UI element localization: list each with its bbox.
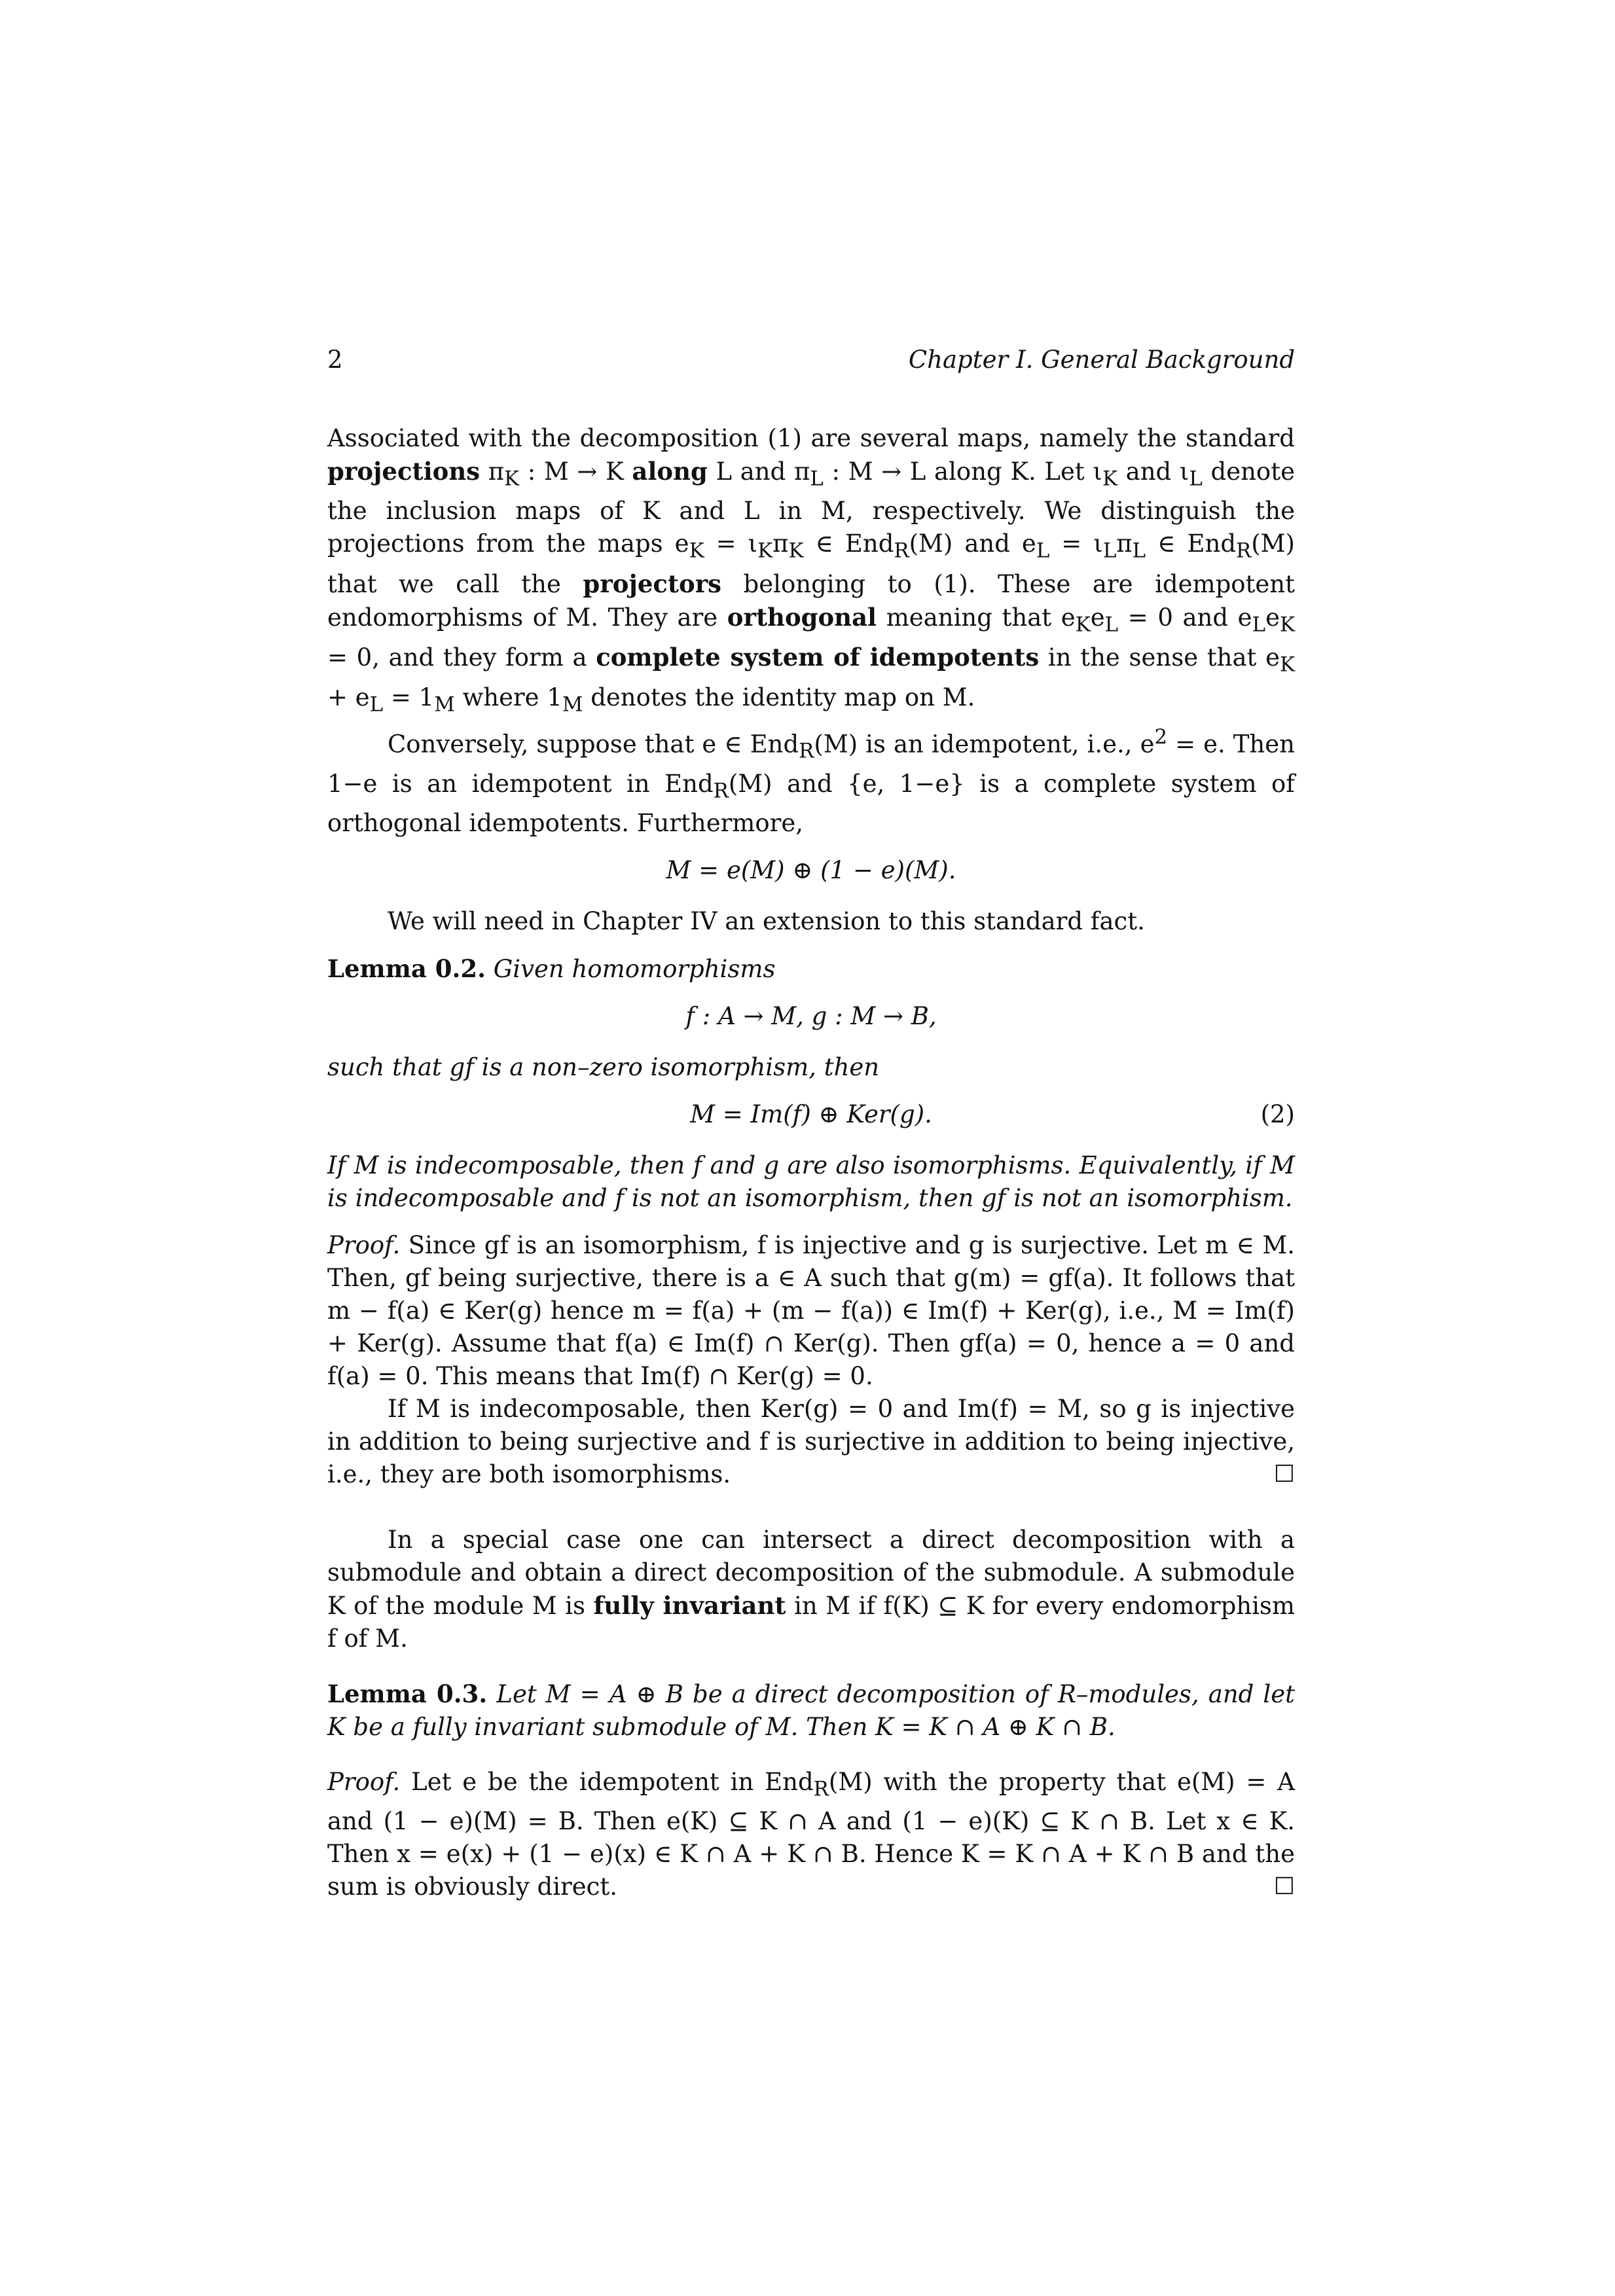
- text-run: in M if f(K) ⊆ K for every endomorphism f of M.: [327, 1592, 1295, 1653]
- lemma-statement: If M is indecomposable, then f and g are also isomorphisms. Equivalently, if M is indecomposable and f is not an isomorphism, then gf is not an isomorphism.: [327, 1151, 1295, 1213]
- paragraph-conversely: [327, 721, 1295, 840]
- text-run: π: [1116, 529, 1133, 558]
- running-head: Chapter I. General Background: [908, 346, 1295, 374]
- text-run: e: [1090, 603, 1105, 632]
- text-run: (M) and {e, 1−e} is a complete system of orthogonal idempotents. Furthermore,: [327, 769, 1295, 838]
- text-run: = e. Then 1−e is an idempotent in End: [327, 730, 1295, 798]
- page-header: [327, 346, 1295, 385]
- text-run: π: [772, 529, 789, 558]
- equation-number: (2): [1260, 1100, 1295, 1129]
- term-along: along: [632, 457, 708, 486]
- subscript: L: [1104, 613, 1119, 637]
- subscript: R: [894, 539, 909, 563]
- lemma-0-2: [327, 952, 1295, 986]
- proof-text: If M is indecomposable, then Ker(g) = 0 and Im(f) = M, so g is injective in addition to being surjective and f is surjective in addition to being injective, i.e., they are both isomorphisms.: [327, 1395, 1295, 1489]
- text-run: π: [480, 457, 505, 486]
- lemma-continuation: such that gf is a non–zero isomorphism, then: [327, 1053, 880, 1082]
- term-projections: projections: [327, 457, 481, 486]
- display-homomorphisms: f : A → M, g : M → B,: [685, 1002, 937, 1031]
- subscript: K: [1075, 613, 1091, 637]
- text-run: meaning that e: [877, 603, 1076, 632]
- text-run: = ι: [1049, 529, 1103, 558]
- text-run: in the sense that e: [1039, 643, 1280, 672]
- text-run: belonging to (1). These are idempotent endomorphisms of M. They are: [327, 569, 1296, 632]
- text-run: (M) that we call the: [327, 529, 1295, 598]
- proof-heading: Proof.: [327, 1231, 401, 1260]
- page-number: 2: [327, 346, 343, 374]
- text-run: = 0, and they form a: [327, 643, 596, 672]
- text-run: L and π: [707, 457, 810, 486]
- subscript: K: [757, 539, 773, 563]
- qed-square-icon: ☐: [1273, 1873, 1295, 1901]
- paragraph-extension: We will need in Chapter IV an extension to this standard fact.: [388, 907, 1145, 936]
- equation-decomposition: M = e(M) ⊕ (1 − e)(M).: [666, 856, 956, 885]
- proof-lemma-0-3: [327, 1766, 1295, 1903]
- subscript: L: [1132, 539, 1146, 563]
- text-run: e: [1265, 603, 1280, 632]
- lemma-statement: Let M = A ⊕ B be a direct decomposition of R–modules, and let K be a fully invariant submodule of M. Then K = K ∩ A ⊕ K ∩ B.: [327, 1680, 1296, 1742]
- text-run: Associated with the decomposition (1) are several maps, namely the standard: [327, 424, 1295, 452]
- equation-body: M = Im(f) ⊕ Ker(g).: [690, 1100, 932, 1129]
- lemma-intro: Given homomorphisms: [493, 955, 776, 984]
- superscript: 2: [1154, 725, 1168, 749]
- subscript: L: [1252, 613, 1266, 637]
- text-run: ∈ End: [803, 529, 894, 558]
- proof-paragraph: [327, 1393, 1295, 1491]
- text-run: (M) and e: [909, 529, 1036, 558]
- subscript: R: [1236, 539, 1252, 563]
- qed-square-icon: ☐: [1273, 1461, 1295, 1488]
- lemma-0-3: [327, 1677, 1295, 1744]
- proof-heading: Proof.: [327, 1768, 401, 1797]
- equation-2: [327, 1098, 1295, 1131]
- page-body: [327, 422, 1295, 1903]
- text-run: ∈ End: [1146, 529, 1237, 558]
- subscript: K: [1102, 467, 1117, 491]
- subscript: L: [369, 692, 384, 716]
- text-run: + e: [327, 683, 370, 711]
- term-orthogonal: orthogonal: [727, 602, 877, 632]
- subscript: K: [1279, 653, 1295, 677]
- text-run: (M) with the property that e(M) = A and (1 − e)(M) = B. Then e(K) ⊆ K ∩ A and (1 − e)(K) ⊆ K ∩ B. Let x ∈ K. Then x = e(x) + (1 − e)(x) ∈ K ∩ A + K ∩ B. Hence K = K ∩ A + K ∩ B and the sum is obviously direct.: [327, 1768, 1295, 1901]
- paragraph-projections: [327, 422, 1295, 721]
- subscript: M: [434, 692, 455, 716]
- subscript: R: [713, 779, 729, 803]
- subscript: L: [810, 467, 824, 491]
- subscript: K: [1279, 613, 1295, 637]
- subscript: L: [1036, 539, 1050, 563]
- text-run: denote the inclusion maps of K and L in M, respectively. We distinguish the projections from the maps e: [327, 457, 1295, 558]
- text-run: (M) is an idempotent, i.e., e: [814, 730, 1155, 759]
- subscript: K: [689, 539, 704, 563]
- text-run: denotes the identity map on M.: [583, 683, 975, 711]
- text-run: where 1: [454, 683, 562, 711]
- text-run: In a special case one can intersect a direct decomposition with a submodule and obtain a direct decomposition of the submodule. A submodule K of the module M is: [327, 1526, 1295, 1621]
- term-complete-system: complete system of idempotents: [596, 643, 1040, 672]
- text-run: = 0 and e: [1118, 603, 1252, 632]
- text-run: Conversely, suppose that e ∈ End: [388, 730, 799, 759]
- paragraph-fully-invariant: [327, 1524, 1295, 1655]
- subscript: K: [788, 539, 804, 563]
- subscript: K: [504, 467, 520, 491]
- term-fully-invariant: fully invariant: [593, 1591, 786, 1621]
- text-run: = 1: [383, 683, 435, 711]
- text-run: and ι: [1117, 457, 1189, 486]
- proof-text: Since gf is an isomorphism, f is injective and g is surjective. Let m ∈ M. Then, gf being surjective, there is a ∈ A such that g(m) = gf(a). It follows that m − f(a) ∈ Ker(g) hence m = f(a) + (m − f(a)) ∈ Im(f) + Ker(g), i.e., M = Im(f) + Ker(g). Assume that f(a) ∈ Im(f) ∩ Ker(g). Then gf(a) = 0, hence a = 0 and f(a) = 0. This means that Im(f) ∩ Ker(g) = 0.: [327, 1231, 1295, 1391]
- term-projectors: projectors: [583, 569, 722, 598]
- subscript: L: [1102, 539, 1117, 563]
- text-run: = ι: [704, 529, 758, 558]
- subscript: R: [813, 1777, 829, 1801]
- lemma-heading: Lemma 0.2.: [327, 954, 486, 984]
- subscript: L: [1189, 467, 1203, 491]
- text-run: : M → L along K. Let ι: [823, 457, 1102, 486]
- text-run: : M → K: [519, 457, 632, 486]
- text-run: Let e be the idempotent in End: [411, 1768, 814, 1797]
- lemma-heading: Lemma 0.3.: [327, 1679, 488, 1709]
- proof-lemma-0-2: [327, 1229, 1295, 1393]
- subscript: M: [562, 692, 583, 716]
- subscript: R: [799, 739, 814, 763]
